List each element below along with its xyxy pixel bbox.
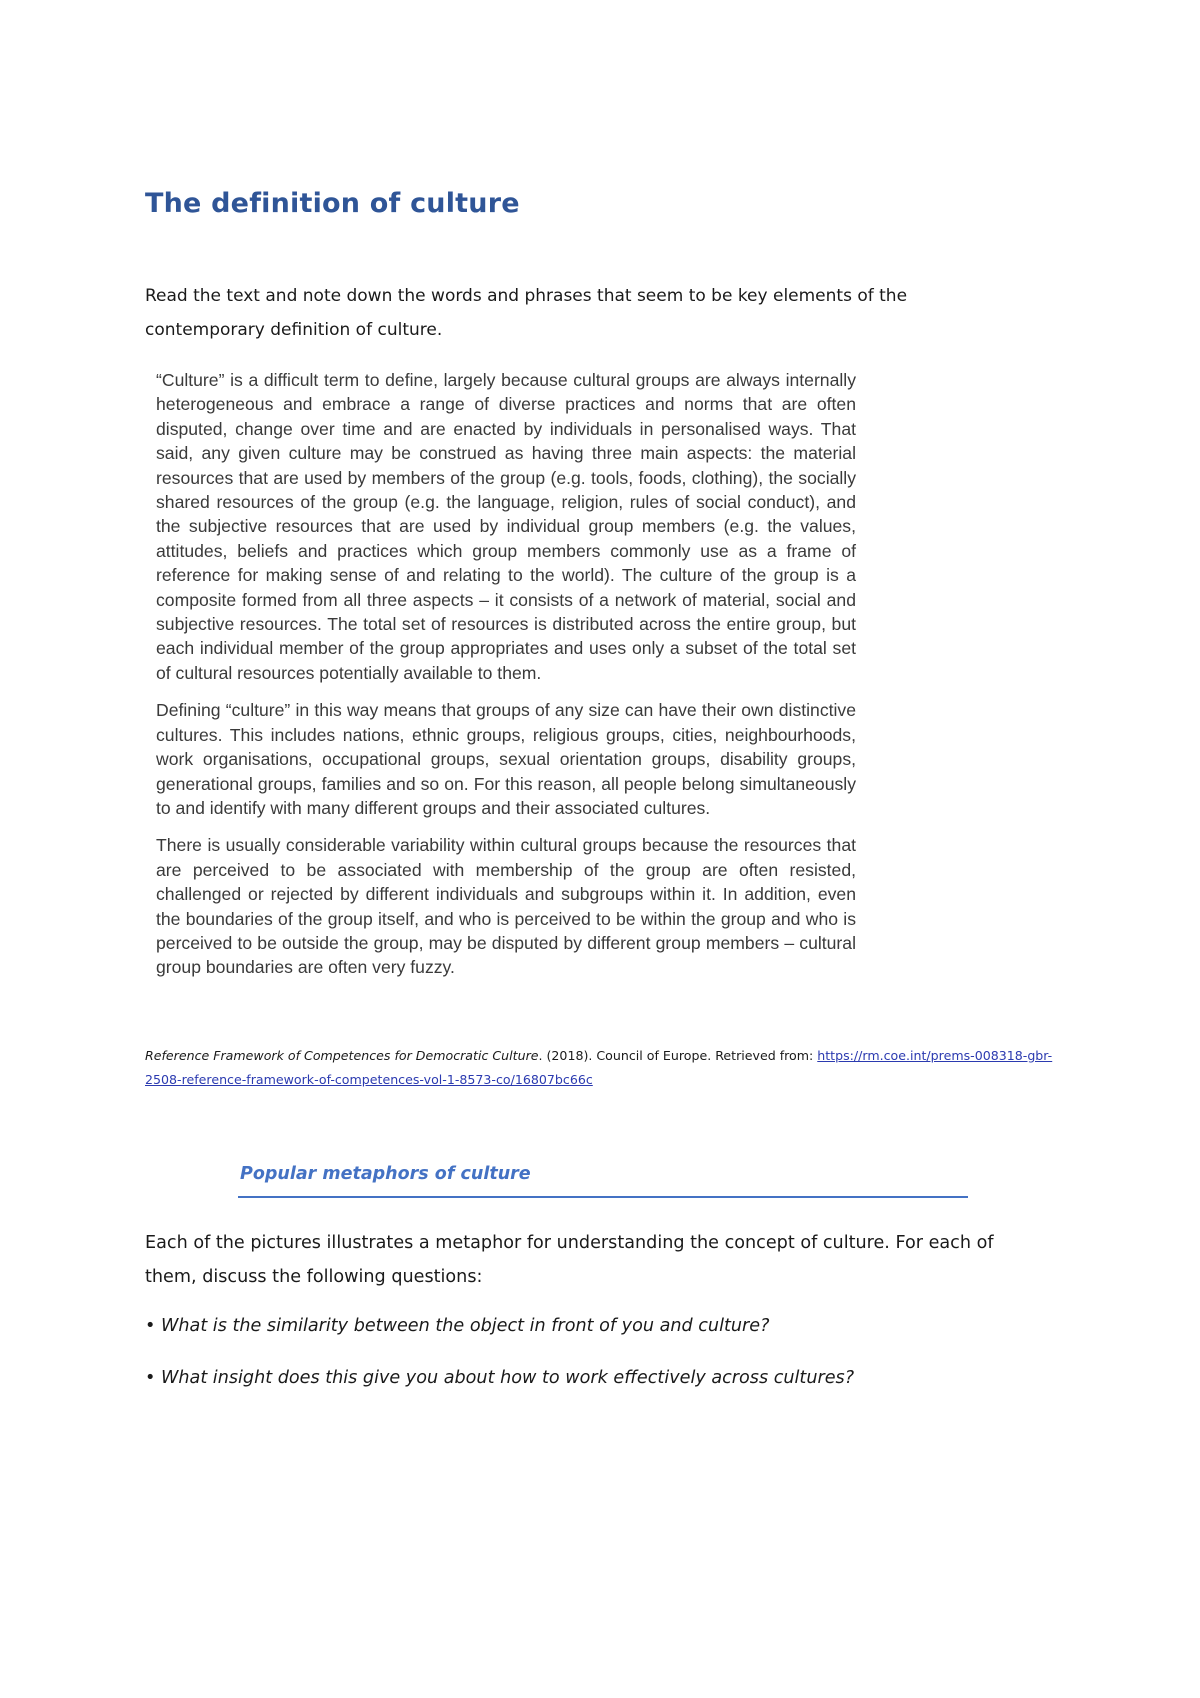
question-item xyxy=(145,1364,1025,1392)
question-text: What is the similarity between the object in front of you and culture? xyxy=(160,1316,770,1336)
bullet-icon: • xyxy=(145,1316,156,1336)
reference-link[interactable]: https://rm.coe.int/prems-008318-gbr-2508-reference-framework-of-competences-vol-1-8573-co/16807bc66c xyxy=(145,1048,1053,1087)
intro-paragraph: Read the text and note down the words and phrases that seem to be key elements of the contemporary definition of culture. xyxy=(145,286,908,340)
page-title: The definition of culture xyxy=(145,188,520,219)
instructions-paragraph: Each of the pictures illustrates a metaphor for understanding the concept of culture. For each of them, discuss the following questions: xyxy=(145,1233,994,1287)
reference-details: . (2018). Council of Europe. Retrieved from: xyxy=(538,1048,818,1063)
section-heading-text: Popular metaphors of culture xyxy=(240,1164,531,1184)
excerpt-paragraph: There is usually considerable variability within cultural groups because the resources that are perceived to be associated with membership of the group are often resisted, challenged or rejected by different individuals and subgroups within it. In addition, even the boundaries of the group itself, and who is perceived to be within the group and who is perceived to be outside the group, may be disputed by different group members – cultural group boundaries are often very fuzzy. xyxy=(156,835,856,978)
question-item xyxy=(145,1312,1025,1340)
excerpt-paragraph: “Culture” is a difficult term to define, largely because cultural groups are always internally heterogeneous and embrace a range of diverse practices and norms that are often disputed, change over time and are enacted by individuals in personalised ways. That said, any given culture may be construed as having three main aspects: the material resources that are used by members of the group (e.g. tools, foods, clothing), the socially shared resources of the group (e.g. the language, religion, rules of social conduct), and the subjective resources that are used by individual group members (e.g. the values, attitudes, beliefs and practices which group members commonly use as a frame of reference for making sense of and relating to the world). The culture of the group is a composite formed from all three aspects – it consists of a network of material, social and subjective resources. The total set of resources is distributed across the entire group, but each individual member of the group appropriates and uses only a subset of the total set of cultural resources potentially available to them. xyxy=(156,370,856,683)
reference-citation xyxy=(145,1044,1065,1092)
excerpt-paragraph: Defining “culture” in this way means that groups of any size can have their own distinctive cultures. This includes nations, ethnic groups, religious groups, cities, neighbourhoods, work organisations, occupational groups, sexual orientation groups, disability groups, generational groups, families and so on. For this reason, all people belong simultaneously to and identify with many different groups and their associated cultures. xyxy=(156,700,856,818)
reference-title: Reference Framework of Competences for Democratic Culture xyxy=(145,1048,539,1063)
bullet-icon: • xyxy=(145,1368,156,1388)
section-heading xyxy=(238,1160,968,1198)
quoted-excerpt xyxy=(156,368,856,993)
question-text: What insight does this give you about how to work effectively across cultures? xyxy=(160,1368,855,1388)
